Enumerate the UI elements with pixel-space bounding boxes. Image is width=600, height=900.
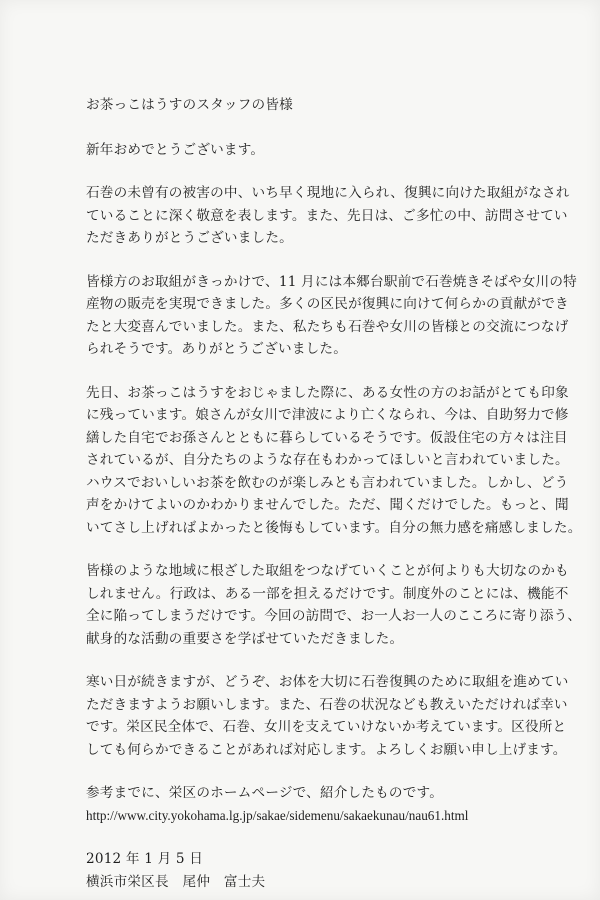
paragraph-line: されているが、自分たちのような存在もわかってほしいと言われていました。 xyxy=(86,452,569,468)
paragraph-event xyxy=(86,271,577,361)
paragraph-community xyxy=(86,560,582,650)
paragraph-line: られそうです。ありがとうございました。 xyxy=(86,341,347,357)
paragraph-line: ただきますようお願いします。また、石巻の状況なども教えいただければ幸い xyxy=(86,696,568,713)
letter-sender: 横浜市栄区長 尾仲 富士夫 xyxy=(86,873,266,890)
paragraph-line: 皆様のような地域に根ざした取組をつなげていくことが何よりも大切なのかも xyxy=(86,563,569,579)
paragraph-line: ハウスでおいしいお茶を飲むのが楽しみとも言われていました。しかし、どう xyxy=(86,474,569,491)
paragraph-line: ていることに深く敬意を表します。また、先日は、ご多忙の中、訪問させてい xyxy=(86,207,568,224)
paragraph-closing xyxy=(86,671,569,761)
paragraph-line: しても何らかできることがあれば対応します。よろしくお願い申し上げます。 xyxy=(86,741,567,758)
paragraph-line: いてさし上げればよかったと後悔もしています。自分の無力感を痛感しました。 xyxy=(86,519,582,536)
letter-date: 2012 年 1 月 5 日 xyxy=(86,851,204,867)
paragraph-line: 声をかけてよいのかわかりませんでした。ただ、聞くだけでした。もっと、聞 xyxy=(86,497,569,513)
paragraph-line: ただきありがとうございました。 xyxy=(86,230,293,246)
paragraph-line: 先日、お茶っこはうすをおじゃました際に、ある女性の方のお話がとても印象 xyxy=(86,384,569,401)
paragraph-line: しれません。行政は、ある一部を担えるだけです。制度外のことには、機能不 xyxy=(86,585,569,602)
reference-note: 参考までに、栄区のホームページで、紹介したものです。 xyxy=(86,785,444,801)
paragraph-line: 繕した自宅でお孫さんとともに暮らしているそうです。仮設住宅の方々は注目 xyxy=(86,429,568,446)
paragraph-line: に残っています。娘さんが女川で津波により亡くなられ、今は、自助努力で修 xyxy=(86,407,569,423)
paragraph-line: 献身的な活動の重要さを学ばせていただきました。 xyxy=(86,630,404,647)
reference-url: http://www.city.yokohama.lg.jp/sakae/sidemenu/sakaekunau/nau61.html xyxy=(86,807,469,823)
paragraph-line: 寒い日が続きますが、どうぞ、お体を大切に石巻復興のために取組を進めてい xyxy=(86,674,569,690)
paragraph-line: 産物の販売を実現できました。多くの区民が復興に向けて何らかの貢献ができ xyxy=(86,296,569,312)
paragraph-line: 石巻の未曾有の被害の中、いち早く現地に入られ、復興に向けた取組がなされ xyxy=(86,185,570,201)
letter-greeting: 新年おめでとうございます。 xyxy=(86,141,265,158)
paragraph-respect xyxy=(86,182,570,250)
letter-salutation: お茶っこはうすのスタッフの皆様 xyxy=(86,97,293,113)
paragraph-visit-story xyxy=(86,382,582,540)
paragraph-line: 全に陥ってしまうだけです。今回の訪問で、お一人お一人のこころに寄り添う、 xyxy=(86,608,582,624)
paragraph-line: 皆様方のお取組がきっかけで、11 月には本郷台駅前で石巻焼きそばや女川の特 xyxy=(86,273,577,290)
paragraph-line: たと大変喜んでいました。また、私たちも石巻や女川の皆様との交流につなげ xyxy=(86,318,569,335)
paragraph-line: です。栄区民全体で、石巻、女川を支えていけないか考えています。区役所と xyxy=(86,719,567,735)
